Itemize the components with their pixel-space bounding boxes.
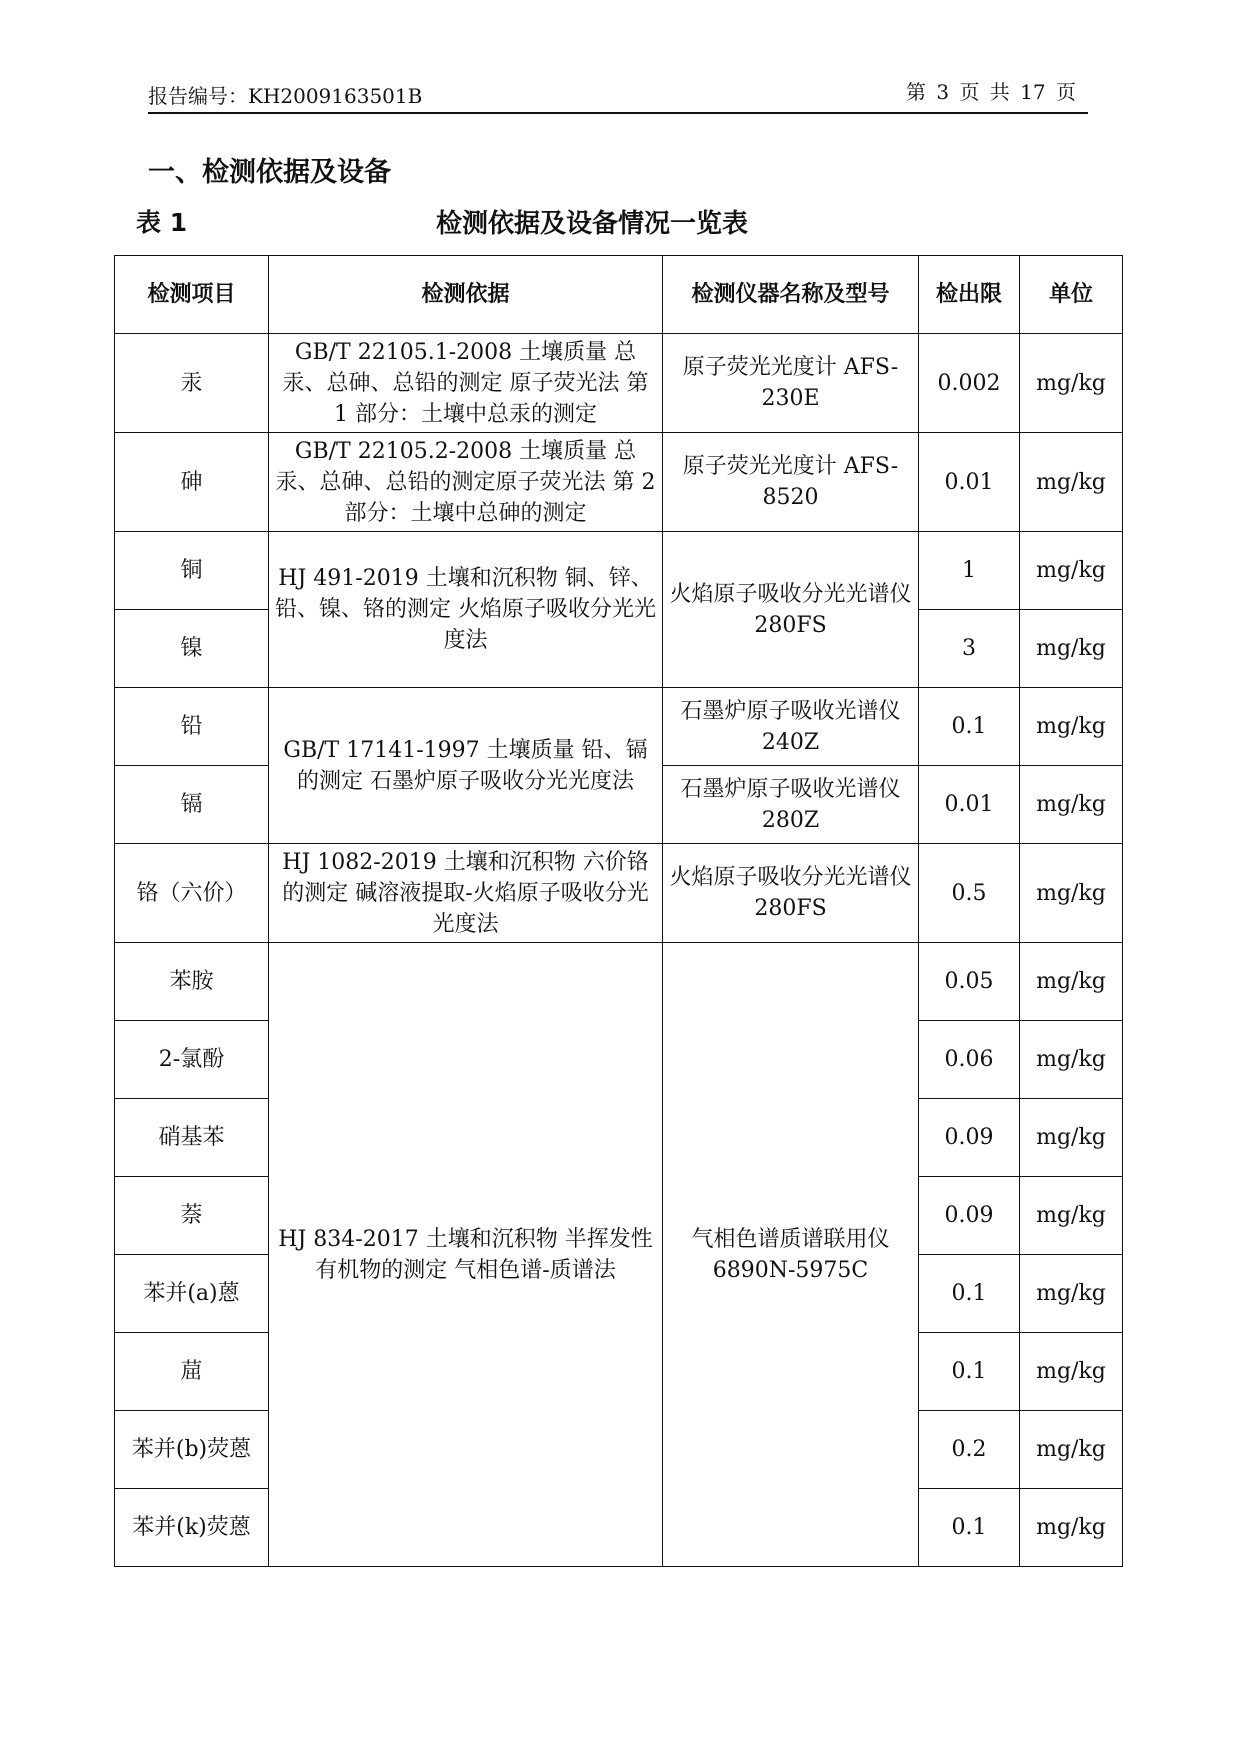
unit-cell: mg/kg (1020, 943, 1123, 1021)
report-number: 报告编号：KH2009163501B (148, 84, 423, 108)
item-cell: 苯并(k)荧蒽 (115, 1489, 269, 1567)
section-title: 一、检测依据及设备 (148, 157, 391, 188)
limit-cell: 1 (919, 532, 1020, 610)
item-cell: 铜 (115, 532, 269, 610)
header-limit: 检出限 (919, 256, 1020, 334)
item-cell: 铅 (115, 688, 269, 766)
limit-cell: 0.01 (919, 433, 1020, 532)
table-title: 检测依据及设备情况一览表 (436, 209, 749, 239)
limit-cell: 0.2 (919, 1411, 1020, 1489)
item-cell: 镍 (115, 610, 269, 688)
unit-cell: mg/kg (1020, 610, 1123, 688)
header-unit: 单位 (1020, 256, 1123, 334)
table-header-row (115, 256, 1123, 334)
table-row (115, 334, 1123, 433)
header-basis: 检测依据 (269, 256, 663, 334)
basis-cell: HJ 1082-2019 土壤和沉积物 六价铬的测定 碱溶液提取-火焰原子吸收分光光度法 (269, 844, 663, 943)
unit-cell: mg/kg (1020, 1333, 1123, 1411)
unit-cell: mg/kg (1020, 1411, 1123, 1489)
basis-cell: GB/T 22105.2-2008 土壤质量 总汞、总砷、总铅的测定原子荧光法 第 2 部分：土壤中总砷的测定 (269, 433, 663, 532)
unit-cell: mg/kg (1020, 766, 1123, 844)
limit-cell: 0.1 (919, 688, 1020, 766)
instrument-cell: 火焰原子吸收分光光谱仪 280FS (663, 844, 919, 943)
instrument-cell: 原子荧光光度计 AFS-8520 (663, 433, 919, 532)
item-cell: 铬（六价） (115, 844, 269, 943)
table-label: 表 1 (136, 208, 188, 237)
limit-cell: 0.09 (919, 1177, 1020, 1255)
table-row (115, 844, 1123, 943)
limit-cell: 0.1 (919, 1489, 1020, 1567)
item-cell: 苯并(b)荧蒽 (115, 1411, 269, 1489)
item-cell: 汞 (115, 334, 269, 433)
table-row (115, 532, 1123, 610)
table-row (115, 688, 1123, 766)
item-cell: 䓛 (115, 1333, 269, 1411)
item-cell: 苯胺 (115, 943, 269, 1021)
instrument-cell: 石墨炉原子吸收光谱仪 280Z (663, 766, 919, 844)
instrument-cell: 原子荧光光度计 AFS-230E (663, 334, 919, 433)
unit-cell: mg/kg (1020, 1255, 1123, 1333)
limit-cell: 0.01 (919, 766, 1020, 844)
limit-cell: 0.1 (919, 1333, 1020, 1411)
basis-cell: GB/T 22105.1-2008 土壤质量 总汞、总砷、总铅的测定 原子荧光法 第 1 部分：土壤中总汞的测定 (269, 334, 663, 433)
item-cell: 萘 (115, 1177, 269, 1255)
instrument-cell: 石墨炉原子吸收光谱仪 240Z (663, 688, 919, 766)
basis-cell: HJ 834-2017 土壤和沉积物 半挥发性有机物的测定 气相色谱-质谱法 (269, 943, 663, 1567)
unit-cell: mg/kg (1020, 844, 1123, 943)
unit-cell: mg/kg (1020, 334, 1123, 433)
unit-cell: mg/kg (1020, 1489, 1123, 1567)
instrument-cell: 气相色谱质谱联用仪 6890N-5975C (663, 943, 919, 1567)
unit-cell: mg/kg (1020, 1021, 1123, 1099)
basis-cell: HJ 491-2019 土壤和沉积物 铜、锌、铅、镍、铬的测定 火焰原子吸收分光光度法 (269, 532, 663, 688)
unit-cell: mg/kg (1020, 433, 1123, 532)
header-instrument: 检测仪器名称及型号 (663, 256, 919, 334)
header-divider (148, 112, 1088, 114)
limit-cell: 0.002 (919, 334, 1020, 433)
unit-cell: mg/kg (1020, 532, 1123, 610)
item-cell: 镉 (115, 766, 269, 844)
limit-cell: 0.5 (919, 844, 1020, 943)
unit-cell: mg/kg (1020, 1177, 1123, 1255)
limit-cell: 0.06 (919, 1021, 1020, 1099)
unit-cell: mg/kg (1020, 1099, 1123, 1177)
limit-cell: 3 (919, 610, 1020, 688)
header-item: 检测项目 (115, 256, 269, 334)
limit-cell: 0.05 (919, 943, 1020, 1021)
limit-cell: 0.09 (919, 1099, 1020, 1177)
instrument-cell: 火焰原子吸收分光光谱仪 280FS (663, 532, 919, 688)
table-row (115, 943, 1123, 1021)
item-cell: 苯并(a)蒽 (115, 1255, 269, 1333)
item-cell: 2-氯酚 (115, 1021, 269, 1099)
item-cell: 砷 (115, 433, 269, 532)
basis-cell: GB/T 17141-1997 土壤质量 铅、镉的测定 石墨炉原子吸收分光光度法 (269, 688, 663, 844)
page-info: 第 3 页 共 17 页 (906, 80, 1076, 104)
table-row (115, 433, 1123, 532)
limit-cell: 0.1 (919, 1255, 1020, 1333)
basis-equipment-table (114, 255, 1123, 1567)
unit-cell: mg/kg (1020, 688, 1123, 766)
item-cell: 硝基苯 (115, 1099, 269, 1177)
